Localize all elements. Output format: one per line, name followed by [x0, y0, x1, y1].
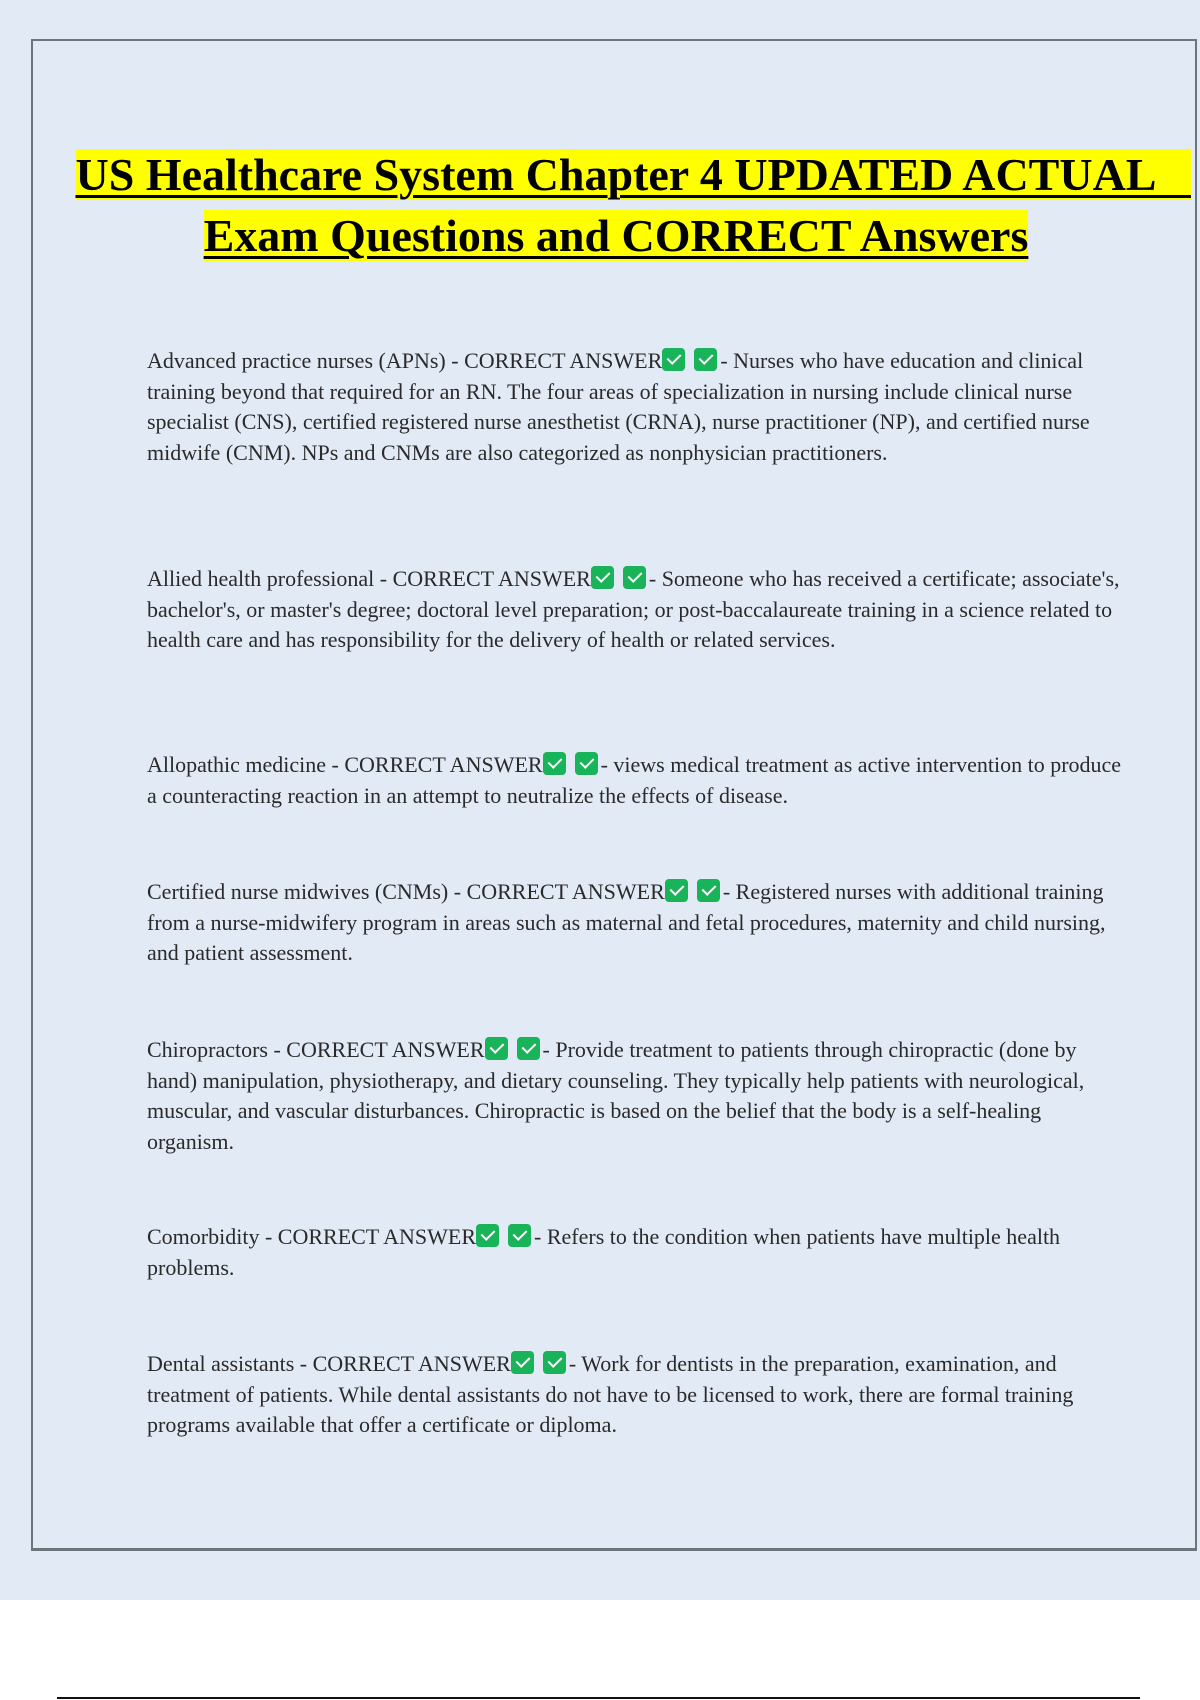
answer-marker: CORRECT ANSWER [464, 348, 663, 373]
entry-term: Certified nurse midwives (CNMs) [147, 879, 449, 904]
answer-marker: CORRECT ANSWER [312, 1351, 511, 1376]
document-page [31, 39, 1197, 1551]
document-title [33, 144, 1199, 266]
qa-entry: Dental assistants - CORRECT ANSWER - Work for dentists in the preparation, examination, and treatment of patients. While dental assistants do not have to be licensed to work, there are formal training programs available that offer a certificate or diploma. [147, 1351, 1074, 1437]
check-icon [485, 1037, 508, 1060]
answer-marker: CORRECT ANSWER [286, 1037, 485, 1062]
entry-term: Dental assistants [147, 1351, 295, 1376]
check-icon [662, 348, 685, 371]
qa-entry: Allopathic medicine - CORRECT ANSWER - views medical treatment as active intervention to produce a counteracting reaction in an attempt to neutralize the effects of disease. [147, 752, 1122, 808]
qa-entry: Certified nurse midwives (CNMs) - CORRECT ANSWER - Registered nurses with additional training from a nurse-midwifery program in areas such as maternal and fetal procedures, maternity and child nursing, and patient assessment. [147, 879, 1106, 965]
check-icon [543, 752, 566, 775]
check-icon [697, 879, 720, 902]
answer-marker: CORRECT ANSWER [344, 752, 543, 777]
check-icon [517, 1037, 540, 1060]
entry-term: Allopathic medicine [147, 752, 326, 777]
entry-definition: Refers to the condition when patients have multiple health problems. [147, 1224, 1061, 1280]
check-icon [575, 752, 598, 775]
qa-entry: Allied health professional - CORRECT ANSWER - Someone who has received a certificate; associate's, bachelor's, or master's degree; doctoral level preparation; or post-baccalaureate training in a science related to health care and has responsibility for the delivery of health or related services. [147, 566, 1120, 652]
entry-definition: Provide treatment to patients through chiropractic (done by hand) manipulation, physiotherapy, and dietary counseling. They typically help patients with neurological, muscular, and vascular disturbances. Chiropractic is based on the belief that the body is a self-healing organism. [147, 1037, 1085, 1154]
check-icon [623, 566, 646, 589]
check-icon [694, 348, 717, 371]
answer-marker: CORRECT ANSWER [277, 1224, 477, 1249]
answer-marker: CORRECT ANSWER [466, 879, 665, 904]
entry-definition: Registered nurses with additional training from a nurse-midwifery program in areas such as maternal and fetal procedures, maternity and child nursing, and patient assessment. [147, 879, 1106, 965]
qa-entry: Comorbidity - CORRECT ANSWER - Refers to the condition when patients have multiple health problems. [147, 1224, 1061, 1280]
check-icon [591, 566, 614, 589]
entry-term: Advanced practice nurses (APNs) [147, 348, 446, 373]
check-icon [665, 879, 688, 902]
check-icon [543, 1351, 566, 1374]
entry-definition: Work for dentists in the preparation, examination, and treatment of patients. While dental assistants do not have to be licensed to work, there are formal training programs available that offer a certificate or diploma. [147, 1351, 1074, 1437]
check-icon [508, 1224, 531, 1247]
entry-definition: Nurses who have education and clinical training beyond that required for an RN. The four areas of specialization in nursing include clinical nurse specialist (CNS), certified registered nurse anesthetist (CRNA), nurse practitioner (NP), and certified nurse midwife (CNM). NPs and CNMs are also categorized as nonphysician practitioners. [147, 348, 1090, 465]
title-highlight: US Healthcare System Chapter 4 UPDATED ACTUAL Exam Questions and CORRECT Answers [75, 149, 1191, 261]
footer-rule [57, 1697, 1140, 1699]
qa-entry: Advanced practice nurses (APNs) - CORRECT ANSWER - Nurses who have education and clinical training beyond that required for an RN. The four areas of specialization in nursing include clinical nurse specialist (CNS), certified registered nurse anesthetist (CRNA), nurse practitioner (NP), and certified nurse midwife (CNM). NPs and CNMs are also categorized as nonphysician practitioners. [147, 348, 1090, 465]
qa-entry: Chiropractors - CORRECT ANSWER - Provide treatment to patients through chiropractic (done by hand) manipulation, physiotherapy, and dietary counseling. They typically help patients with neurological, muscular, and vascular disturbances. Chiropractic is based on the belief that the body is a self-healing organism. [147, 1037, 1085, 1154]
check-icon [476, 1224, 499, 1247]
entry-term: Allied health professional [147, 566, 375, 591]
entry-definition: Someone who has received a certificate; associate's, bachelor's, or master's degree; doctoral level preparation; or post-baccalaureate training in a science related to health care and has responsibility for the delivery of health or related services. [147, 566, 1120, 652]
answer-marker: CORRECT ANSWER [392, 566, 591, 591]
entry-definition: views medical treatment as active intervention to produce a counteracting reaction in an attempt to neutralize the effects of disease. [147, 752, 1122, 808]
check-icon [511, 1351, 534, 1374]
entry-term: Chiropractors [147, 1037, 268, 1062]
entry-term: Comorbidity [147, 1224, 260, 1249]
